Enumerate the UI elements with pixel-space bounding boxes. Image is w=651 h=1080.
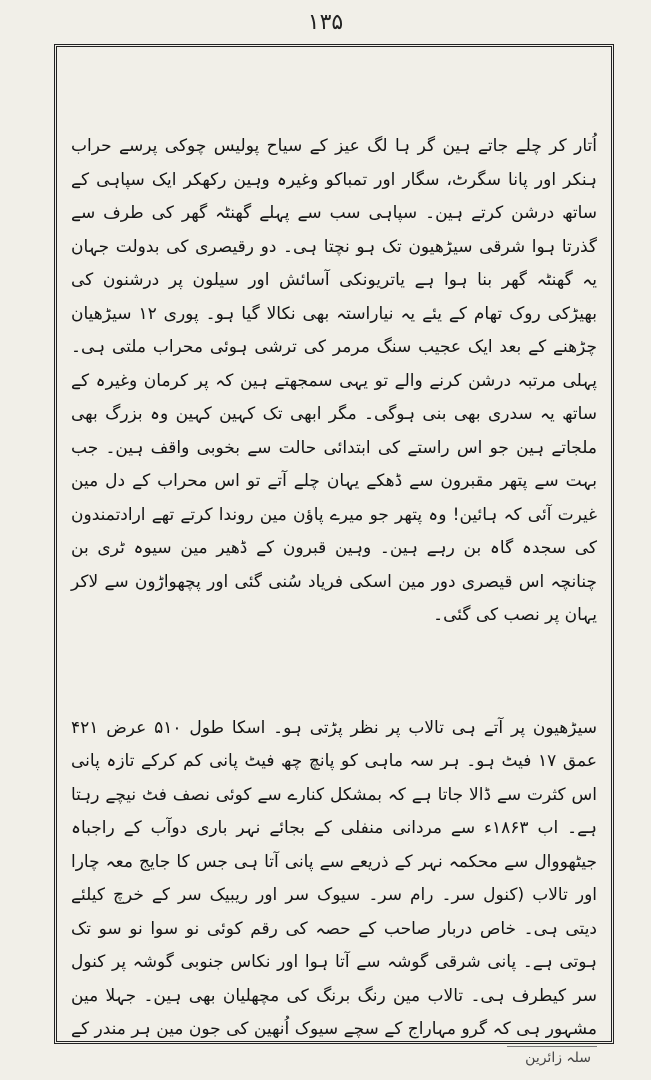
body-text xyxy=(65,63,597,1044)
page-number: ۱۳۵ xyxy=(307,10,344,35)
paragraph-2: سیڑھیون پر آتے ہی تالاب پر نظر پڑتی ہو۔ اسکا طول ۵۱۰ عرض ۴۲۱ عمق ۱۷ فیٹ ہو۔ ہر سہ ماہی کو پانچ چھ فیٹ پانی کم کرکے تازہ پانی اس کثرت سے ڈالا جاتا ہے کہ بمشکل کنارے سے کوئی نصف فٹ نیچے رہتا ہے۔ اب ۱۸۶۳ء سے مردانی منفلی کے بجائے نہر باری دوآب کے راجباہ جیٹھووال سے محکمہ نہر کے ذریعے سے پانی آتا ہی جس کا جایج معہ چارا اور تالاب (کنول سر۔ رام سر۔ سیوک سر اور ریبیک سر کے خرچ کیلئے دیتی ہی۔ خاص دربار صاحب کے حصہ کی رقم کوئی نو سوا نو سو تک ہوتی ہے۔ پانی شرقی گوشہ سے آتا ہوا اور نکاس جنوبی گوشہ پر کنول سر کیطرف ہی۔ تالاب مین رنگ برنگ کی مچھلیان بھی ہین۔ جہلا مین مشہور ہی کہ گرو مہاراج کے سچے سیوک اُنھین کی جون مین ہر مندر کے xyxy=(71,717,597,1039)
paragraph-1: اُتار کر چلے جاتے ہین گر ہا لگ عیز کے سیاح پولیس چوکی پرسے حراب ہنکر اور پانا سگرٹ، سگار اور تمباکو وغیرہ وہین رکھکر ایک سپاہی کے ساتھ درشن کرتے ہین۔ سپاہی سب سے پہلے گھنٹہ گھر کی طرف سے گذرتا ہوا شرقی سیڑھیون تک ہو نچتا ہی۔ دو رقیصری کی بدولت جہان یہ گھنٹہ گھر بنا ہوا ہے یاتریونکی آسائش اور سیلون پر درشنون کی بھیڑکی روک تھام کے یئے یہ نیاراستہ بھی نکالا گیا ہو۔ پوری ۱۲ سیڑھیان چڑھنے کے بعد ایک عجیب سنگ مرمر کی ترشی ہوئی محراب ملتی ہی۔ پہلی مرتبہ درشن کرنے والے تو یہی سمجھتے ہین کہ پر کرمان وغیرہ کے ساتھ یہ سدری بھی بنی ہوگی۔ مگر ابھی تک کہین کہین وہ بزرگ بھی ملجاتے ہین جو اس راستے کی ابتدائی حالت سے بخوبی واقف ہین۔ جب بہت سے پتھر مقبرون سے ڈھکے یہان چلے آتے تو اس محراب کے دل مین غیرت آئی کہ ہائین! وہ پتھر جو میرے پاؤن مین روندا کرتے تھے ارادتمندون کی سجدہ گاہ بن رہے ہین۔ وہین قبرون کے ڈھیر مین سیوہ ٹری بن چنانچہ اس قیصری دور مین اسکی فریاد سُنی گئی اور پچھواڑون سے لاکر یہان پر نصب کی گئی۔ xyxy=(65,136,597,625)
footnote-divider xyxy=(507,1046,597,1047)
text-frame xyxy=(54,44,614,1044)
footnote: سلہ زائرین xyxy=(525,1050,591,1066)
